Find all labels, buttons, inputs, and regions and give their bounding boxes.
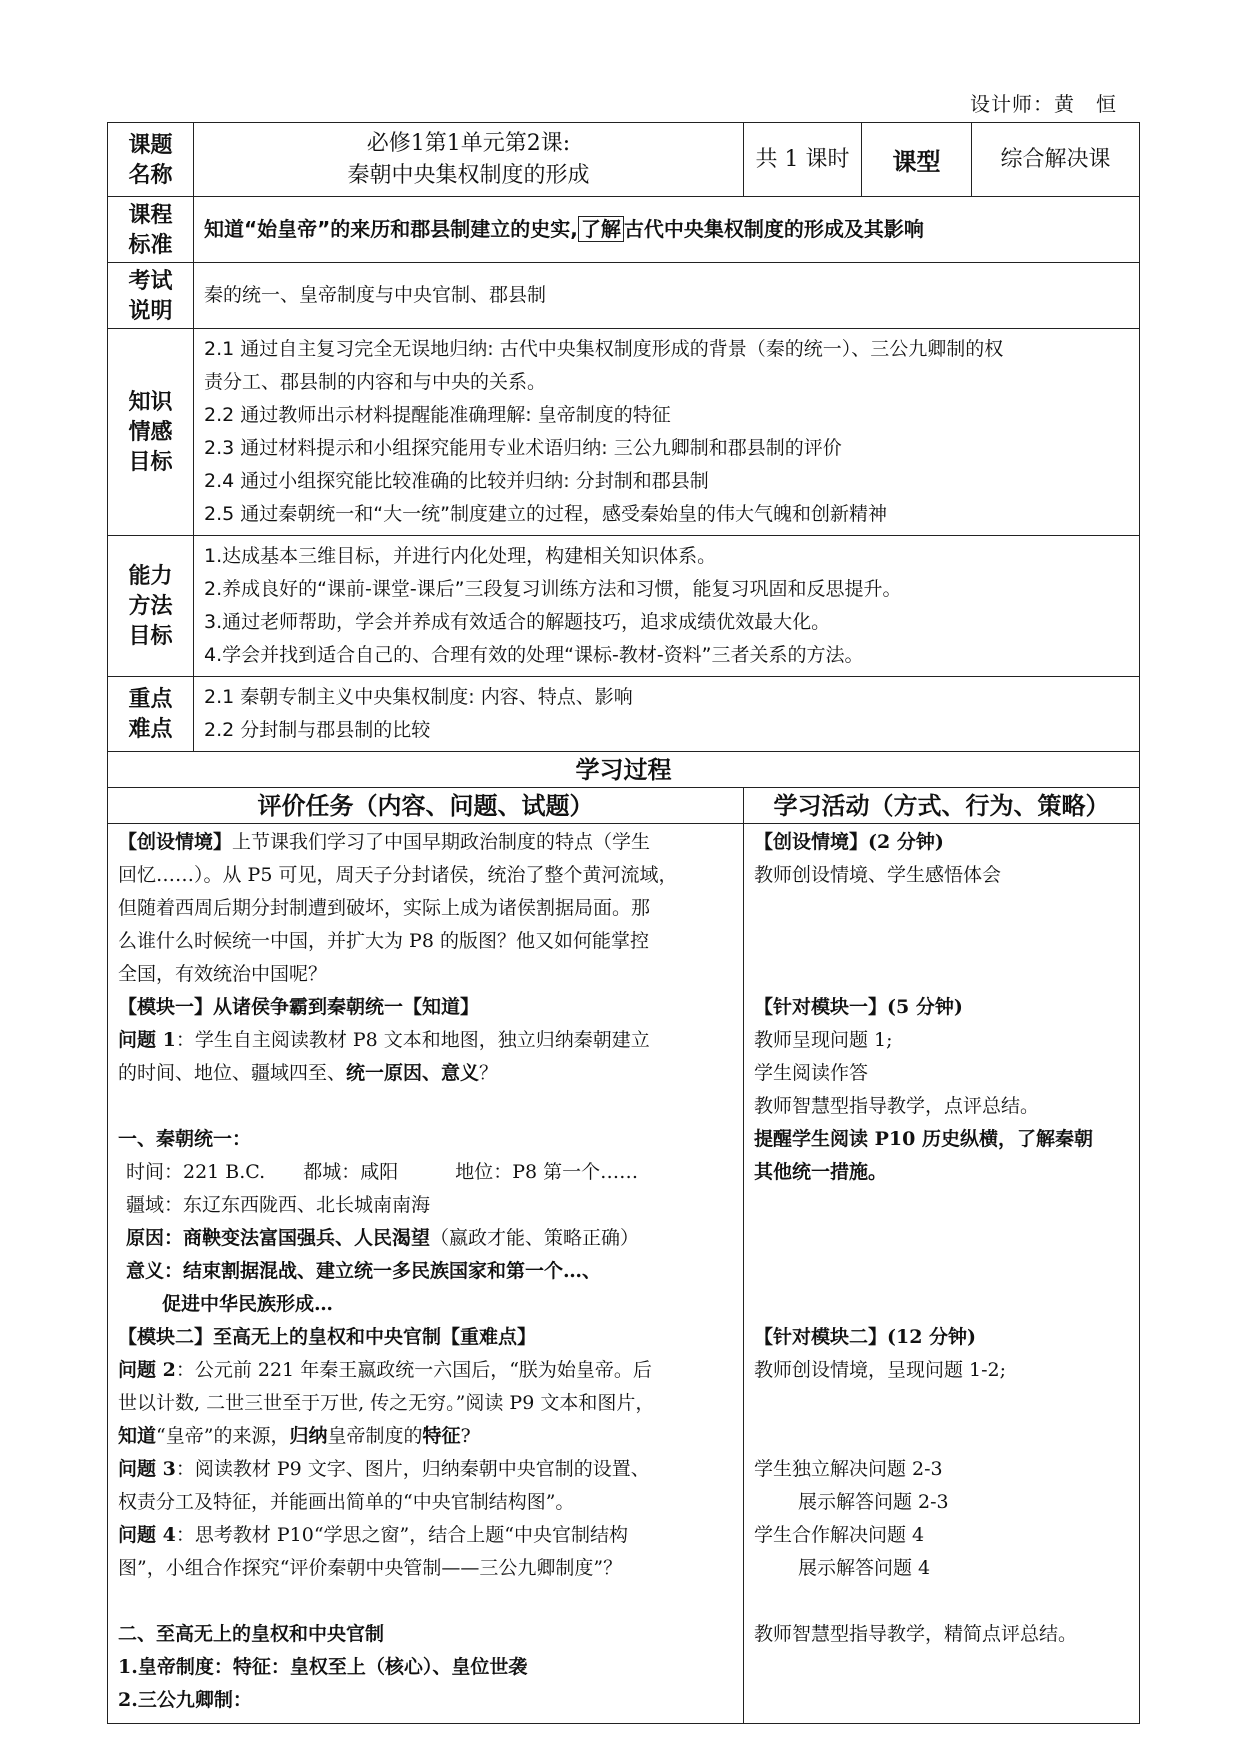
ability-item: 2.养成良好的“课前-课堂-课后”三段复习训练方法和习惯，能复习巩固和反思提升。: [204, 578, 902, 600]
exam-row: [108, 263, 1140, 329]
key-label: 重点 难点: [108, 677, 194, 752]
exam-text: 秦的统一、皇帝制度与中央官制、郡县制: [194, 263, 1140, 329]
learning-activity-header: 学习活动（方式、行为、策略）: [744, 788, 1140, 824]
learning-activity-content: 【创设情境】(2 分钟) 教师创设情境、学生感悟体会 【针对模块一】(5 分钟) 教师呈现问题 1; 学生阅读作答 教师智慧型指导教学，点评总结。 提醒学生阅读 P10 历史纵横，了解秦朝 其他统一措施。 【针对模块二】(12 分钟) 教师创设情境，呈现问题 1-2; 学生独立解决问题 2-3 展示解答问题 2-3 学生合作解决问题 4 展示解答问题 4 教师智慧型指导教学，精简点评总结。: [744, 824, 1140, 1724]
evaluation-task-content: 【创设情境】上节课我们学习了中国早期政治制度的特点（学生 回忆……）。从 P5 可见，周天子分封诸侯，统治了整个黄河流域， 但随着西周后期分封制遭到破坏，实际上成为诸侯割据局面。那 么谁什么时候统一中国，并扩大为 P8 的版图？他又如何能掌控 全国，有效统治中国呢？ 【模块一】从诸侯争霸到秦朝统一【知道】 问题 1：学生自主阅读教材 P8 文本和地图，独立归纳秦朝建立 的时间、地位、疆域四至、统一原因、意义？ 一、秦朝统一： 时间：221 B.C. 都城：咸阳 地位：P8 第一个…… 疆域：东辽东西陇西、北长城南南海 原因：商鞅变法富国强兵、人民渴望（嬴政才能、策略正确） 意义：结束割据混战、建立统一多民族国家和第一个…、 促进中华民族形成… 【模块二】至高无上的皇权和中央官制【重难点】 问题 2：公元前 221 年秦王嬴政统一六国后，“朕为始皇帝。后 世以计数, 二世三世至于万世, 传之无穷。”阅读 P9 文本和图片， 知道“皇帝”的来源，归纳皇帝制度的特征? 问题 3：阅读教材 P9 文字、图片，归纳秦朝中央官制的设置、 权责分工及特征，并能画出简单的“中央官制结构图”。 问题 4：思考教材 P10“学思之窗”，结合上题“中央官制结构 图”，小组合作探究“评价秦朝中央管制——三公九卿制度”？ 二、至高无上的皇权和中央官制 1.皇帝制度：特征：皇权至上（核心）、皇位世袭 2.三公九卿制：: [108, 824, 744, 1724]
module-one-title: 【模块一】从诸侯争霸到秦朝统一【知道】: [118, 996, 480, 1018]
knowledge-label: 知识 情感 目标: [108, 329, 194, 536]
knowledge-item: 2.3 通过材料提示和小组探究能用专业术语归纳: 三公九卿制和郡县制的评价: [204, 437, 842, 459]
topic-row: [108, 123, 1140, 197]
exam-label: 考试 说明: [108, 263, 194, 329]
ability-item: 3.通过老师帮助，学会并养成有效适合的解题技巧，追求成绩优效最大化。: [204, 611, 831, 633]
process-body-row: [108, 824, 1140, 1724]
ability-item: 1.达成基本三维目标，并进行内化处理，构建相关知识体系。: [204, 545, 717, 567]
topic-title: 必修1第1单元第2课: 秦朝中央集权制度的形成: [194, 123, 744, 197]
module-two-title: 【模块二】至高无上的皇权和中央官制【重难点】: [118, 1326, 537, 1348]
key-row: [108, 677, 1140, 752]
standard-text: 知道“始皇帝”的来历和郡县制建立的史实, 了解 古代中央集权制度的形成及其影响: [194, 197, 1140, 263]
knowledge-item: 2.2 通过教师出示材料提醒能准确理解: 皇帝制度的特征: [204, 404, 671, 426]
process-title-row: [108, 752, 1140, 788]
ability-label: 能力 方法 目标: [108, 536, 194, 677]
type-value: 综合解决课: [972, 123, 1140, 197]
process-header-row: [108, 788, 1140, 824]
key-item: 2.2 分封制与郡县制的比较: [204, 719, 431, 741]
type-label: 课型: [862, 123, 972, 197]
knowledge-item: 2.1 通过自主复习完全无误地归纳: 古代中央集权制度形成的背景（秦的统一）、三公九卿制的权: [204, 338, 1004, 360]
knowledge-items: [194, 329, 1140, 536]
evaluation-task-header: 评价任务（内容、问题、试题）: [108, 788, 744, 824]
ability-item: 4.学会并找到适合自己的、合理有效的处理“课标-教材-资料”三者关系的方法。: [204, 644, 864, 666]
standard-label: 课程 标准: [108, 197, 194, 263]
knowledge-item: 2.5 通过秦朝统一和“大一统”制度建立的过程，感受秦始皇的伟大气魄和创新精神: [204, 503, 887, 525]
lesson-plan-table: [107, 122, 1140, 1724]
knowledge-row: [108, 329, 1140, 536]
knowledge-item: 2.4 通过小组探究能比较准确的比较并归纳: 分封制和郡县制: [204, 470, 709, 492]
process-title: 学习过程: [108, 752, 1140, 788]
key-items: [194, 677, 1140, 752]
designer-credit: 设计师：黄 恒: [970, 92, 1117, 116]
section-one-title: 一、秦朝统一：: [118, 1128, 252, 1150]
key-item: 2.1 秦朝专制主义中央集权制度: 内容、特点、影响: [204, 686, 633, 708]
standard-row: [108, 197, 1140, 263]
boxed-keyword: 了解: [578, 216, 624, 242]
section-two-title: 二、至高无上的皇权和中央官制: [118, 1623, 385, 1645]
knowledge-item: 责分工、郡县制的内容和与中央的关系。: [204, 371, 547, 393]
ability-items: [194, 536, 1140, 677]
ability-row: [108, 536, 1140, 677]
topic-label: 课题 名称: [108, 123, 194, 197]
class-hours: 共 1 课时: [744, 123, 862, 197]
